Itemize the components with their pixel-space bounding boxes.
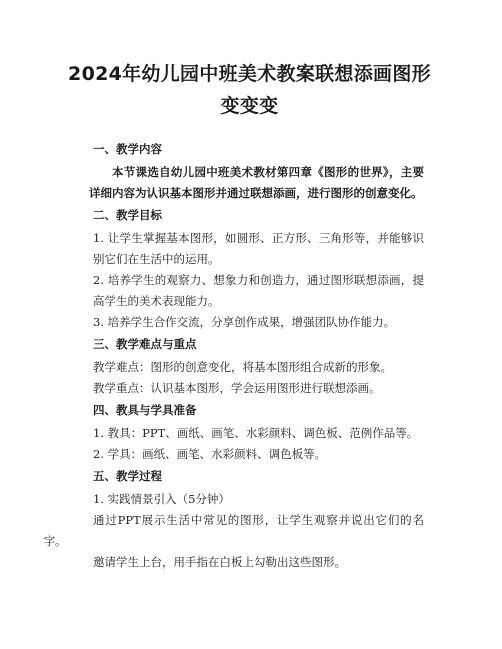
goal-item-2: 2. 培养学生的观察力、想象力和创造力，通过图形联想添画，提高学生的美术表现能力。 [93,273,424,308]
material-item-2: 2. 学具：画纸、画笔、水彩颜料、调色板等。 [93,447,327,461]
key-point-focus: 教学重点：认识基本图形，学会运用图形进行联想添画。 [93,381,381,395]
goal-item-3: 3. 培养学生合作交流，分享创作成果，增强团队协作能力。 [93,315,396,329]
section-heading-materials: 四、教具与学具准备 [93,403,197,417]
material-item-1: 1. 教具：PPT、画纸、画笔、水彩颜料、调色板、范例作品等。 [93,426,419,440]
document-body [43,138,424,573]
document-title: 2024年幼儿园中班美术教案联想添画图形变变变 [68,63,431,117]
process-step-1: 1. 实践情景引入（5分钟） [93,492,230,506]
key-point-difficulty: 教学难点：图形的创意变化，将基本图形组合成新的形象。 [93,360,392,374]
section-heading-key-points: 三、教学难点与重点 [93,337,197,351]
section-heading-process: 五、教学过程 [93,469,162,483]
process-detail-2: 邀请学生上台，用手指在白板上勾勒出这些图形。 [93,555,346,569]
section-paragraph-content: 本节课选自幼儿园中班美术教材第四章《图形的世界》，主要详细内容为认识基本图形并通过联想添画，进行图形的创意变化。 [89,165,424,200]
section-heading-content: 一、教学内容 [93,142,162,156]
goal-item-1: 1. 让学生掌握基本图形，如圆形、正方形、三角形等，并能够识别它们在生活中的运用。 [93,231,424,266]
process-detail-1: 通过PPT展示生活中常见的图形，让学生观察并说出它们的名字。 [43,513,424,548]
section-heading-goals: 二、教学目标 [93,208,162,222]
process-step-1-details [43,510,424,573]
